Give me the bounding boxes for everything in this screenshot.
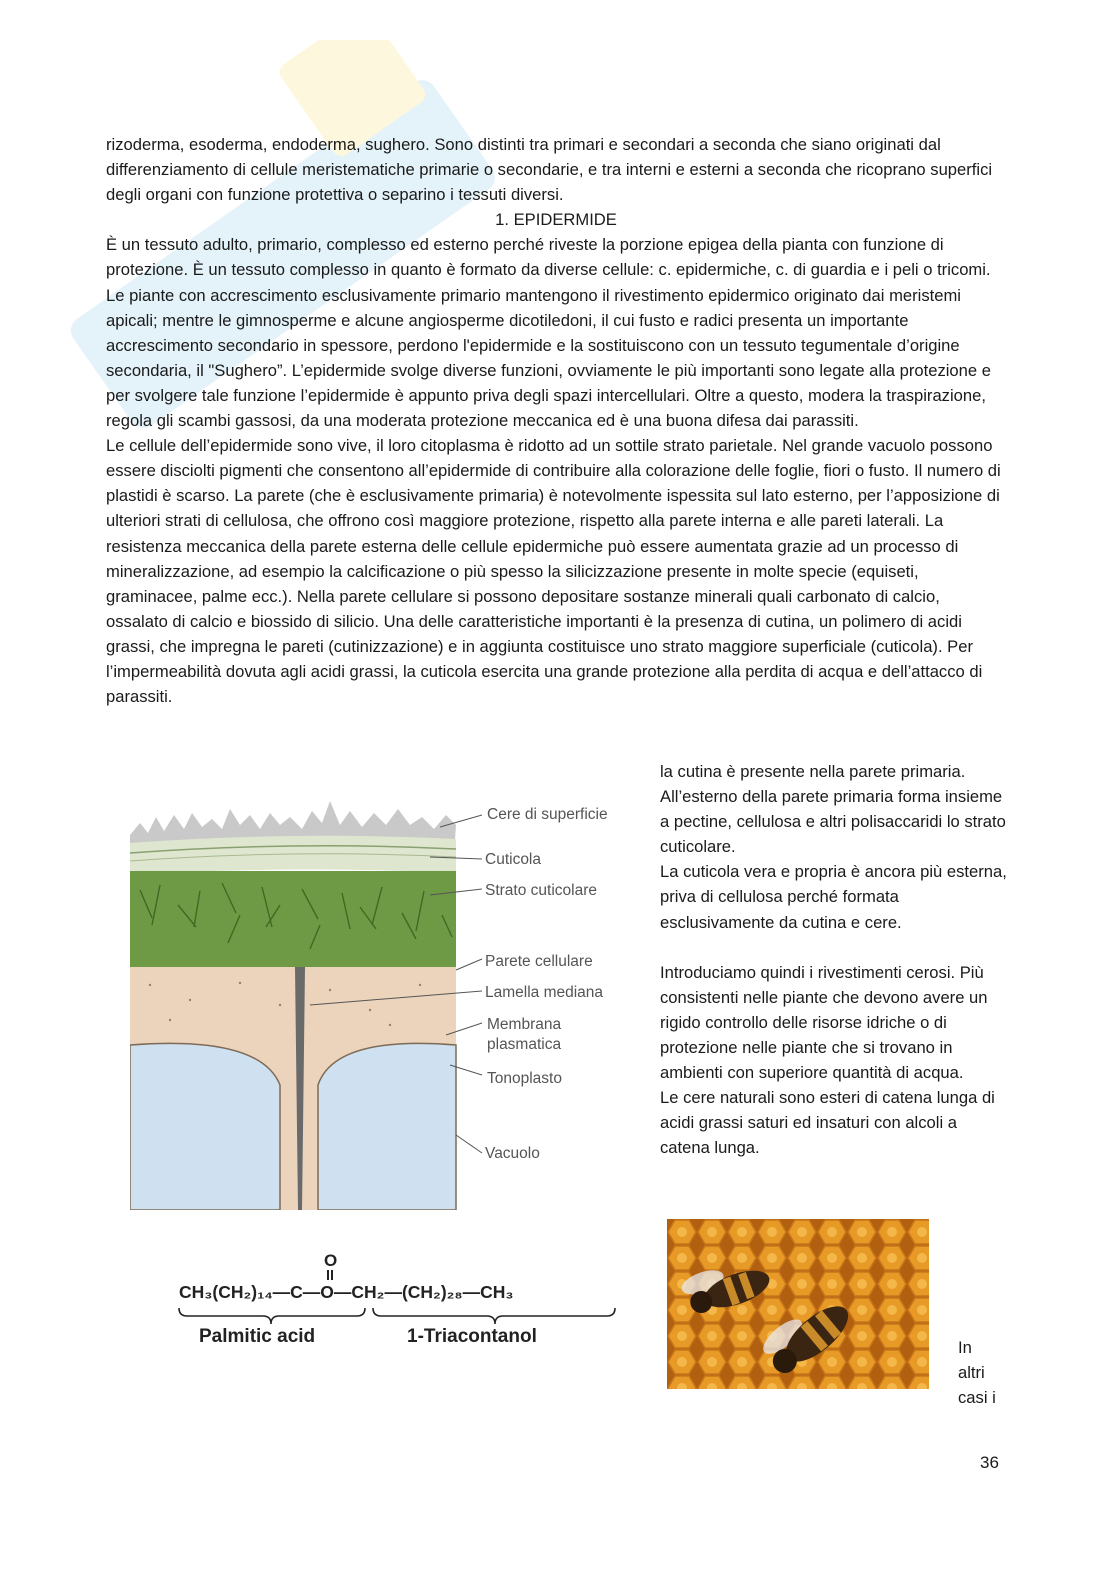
side-line-cerosi: Introduciamo quindi i rivestimenti cerosi. Più consistenti nelle piante che devono avere un rigido controllo delle risorse idriche o di protezione nelle piante che si trovano in ambienti con superiore quantità di acqua. [660, 962, 988, 1083]
side-line-cere: Le cere naturali sono esteri di catena lunga di acidi grassi saturi ed insaturi con alcoli a catena lunga. [660, 1088, 995, 1158]
paragraph-epidermide: È un tessuto adulto, primario, complesso ed esterno perché riveste la porzione epigea della pianta con funzione di protezione. È un tessuto complesso in quanto è formato da diverse cellule: c. epidermiche, c. di guardia e i peli o tricomi. Le piante con accrescimento esclusivamente primario mantengono il rivestimento epidermico originato dai meristemi apicali; mentre le gimnosperme e alcune angiosperme dicotiledoni, il cui fusto e radici presenta un importante accrescimento secondario in spessore, perdono l'epidermide e la sostituiscono con un tessuto tegumentale d’origine secondaria, il "Sughero”. L’epidermide svolge diverse funzioni, ovviamente le più importanti sono legate alla protezione e per svolgere tale funzione l’epidermide è appunto priva degli spazi intercellulari. Oltre a questo, modera la traspirazione, regola gli scambi gassosi, da una moderata protezione meccanica ed è una buona difesa dai parassiti. [106, 235, 991, 431]
section-heading: 1. EPIDERMIDE [495, 210, 617, 230]
formula-oxygen: O [324, 1251, 338, 1270]
tail-word-1: In [958, 1338, 972, 1357]
cuticle-diagram [130, 795, 630, 1210]
tail-word-2: altri [958, 1363, 985, 1383]
main-text [106, 132, 1006, 709]
formula-structure: CH₃(CH₂)₁₄—C—O—CH₂—(CH₂)₂₈—CH₃ [179, 1282, 514, 1302]
vacuole-right [318, 1043, 456, 1210]
formula-name-triacontanol: 1-Triacontanol [407, 1326, 537, 1347]
side-text [660, 759, 1010, 1160]
formula-name-palmitic: Palmitic acid [199, 1326, 316, 1347]
side-line-cutina: la cutina è presente nella parete primaria. [660, 762, 966, 781]
label-lamella: Lamella mediana [485, 984, 604, 1001]
label-parete: Parete cellulare [485, 953, 593, 970]
label-vacuolo: Vacuolo [485, 1145, 540, 1162]
tail-word-3: casi i [958, 1388, 996, 1408]
page-number: 36 [980, 1453, 999, 1472]
label-plasmatica: plasmatica [487, 1036, 562, 1053]
label-strato: Strato cuticolare [485, 882, 597, 899]
wax-ester-formula [175, 1250, 625, 1350]
label-membrana: Membrana [487, 1016, 562, 1033]
bees-honeycomb-image [667, 1219, 929, 1389]
cuticular-layer [130, 871, 456, 967]
label-cuticola: Cuticola [485, 851, 541, 868]
vacuole-left [130, 1043, 280, 1210]
paragraph-cellule: Le cellule dell’epidermide sono vive, il loro citoplasma è ridotto ad un sottile strato parietale. Nel grande vacuolo possono essere disciolti pigmenti che consentono all’epidermide di contribuire alla colorazione delle foglie, fiori o fusto. Il numero di plastidi è scarso. La parete (che è esclusivamente primaria) è notevolmente ispessita sul lato esterno, per l’apposizione di ulteriori strati di cellulosa, che offrono così maggiore protezione, rispetto alla parete interna e alle pareti laterali. La resistenza meccanica della parete esterna delle cellule epidermiche può essere aumentata grazie ad un processo di mineralizzazione, ad esempio la calcificazione o più spesso la silicizzazione presente in molte specie (equiseti, graminacee, palme ecc.). Nella parete cellulare si possono depositare sostanze minerali quali carbonato di calcio, ossalato di calcio e biossido di silicio. Una delle caratteristiche importanti è la presenza di cutina, un polimero di acidi grassi, che impregna le pareti (cutinizzazione) e in aggiunta costituisce uno strato maggiore superficiale (cuticola). Per l’impermeabilità dovuta agli acidi grassi, la cuticola esercita una grande protezione alla perdita di acqua e dell’attacco di parassiti. [106, 436, 1001, 707]
side-line-strato: All’esterno della parete primaria forma insieme a pectine, cellulosa e altri polisaccaridi lo strato cuticolare. [660, 787, 1006, 857]
side-line-cuticola: La cuticola vera e propria è ancora più esterna, priva di cellulosa perché formata esclusivamente da cutina e cere. [660, 862, 1007, 932]
label-cere: Cere di superficie [487, 806, 608, 823]
label-tonoplasto: Tonoplasto [487, 1070, 562, 1087]
continuation-text [958, 1335, 1008, 1410]
intro-paragraph: rizoderma, esoderma, endoderma, sughero. Sono distinti tra primari e secondari a seconda che siano originati dal differenziamento di cellule meristematiche primarie o secondarie, e tra interni e esterni a seconda che ricoprano superfici degli organi con funzione protettiva o separino i tessuti diversi. [106, 135, 993, 205]
